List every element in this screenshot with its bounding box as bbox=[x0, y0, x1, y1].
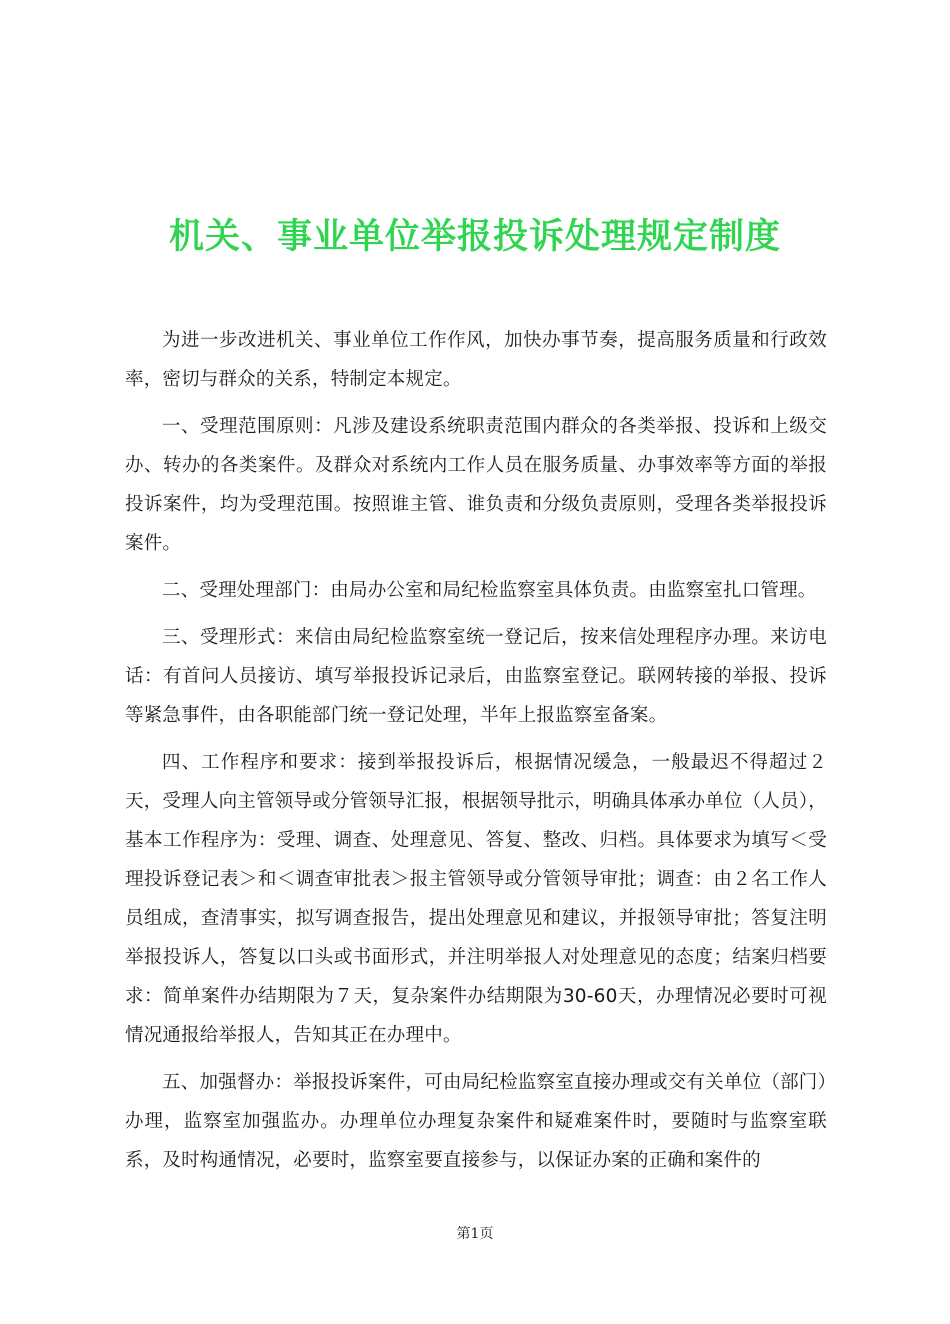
page-number: 第1页 bbox=[456, 1226, 494, 1242]
document-title: 机关、事业单位举报投诉处理规定制度 bbox=[168, 216, 781, 257]
paragraph-scope: 一、受理范围原则：凡涉及建设系统职责范围内群众的各类举报、投诉和上级交办、转办的各类案件。及群众对系统内工作人员在服务质量、办事效率等方面的举报投诉案件，均为受理范围。按照谁主管、谁负责和分级负责原则，受理各类举报投诉案件。 bbox=[125, 416, 827, 554]
paragraph-intro: 为进一步改进机关、事业单位工作作风，加快办事节奏，提高服务质量和行政效率，密切与群众的关系，特制定本规定。 bbox=[125, 330, 827, 390]
paragraph-supervision: 五、加强督办：举报投诉案件，可由局纪检监察室直接办理或交有关单位（部门）办理，监察室加强监办。办理单位办理复杂案件和疑难案件时，要随时与监察室联系，及时构通情况，必要时，监察室要直接参与，以保证办案的正确和案件的 bbox=[125, 1072, 827, 1171]
paragraph-form: 三、受理形式：来信由局纪检监察室统一登记后，按来信处理程序办理。来访电话：有首问人员接访、填写举报投诉记录后，由监察室登记。联网转接的举报、投诉等紧急事件，由各职能部门统一登记处理，半年上报监察室备案。 bbox=[125, 627, 827, 726]
paragraph-department: 二、受理处理部门：由局办公室和局纪检监察室具体负责。由监察室扎口管理。 bbox=[162, 580, 817, 601]
document-body bbox=[125, 321, 827, 1188]
paragraph-procedure: 四、工作程序和要求：接到举报投诉后，根据情况缓急，一般最迟不得超过２天，受理人向主管领导或分管领导汇报，根据领导批示，明确具体承办单位（人员），基本工作程序为：受理、调查、处理意见、答复、整改、归档。具体要求为填写＜受理投诉登记表＞和＜调查审批表＞报主管领导或分管领导审批；调查：由２名工作人员组成，查清事实，拟写调查报告，提出处理意见和建议，并报领导审批；答复注明举报投诉人，答复以口头或书面形式，并注明举报人对处理意见的态度；结案归档要求：简单案件办结期限为７天，复杂案件办结期限为30-60天，办理情况必要时可视情况通报给举报人，告知其正在办理中。 bbox=[125, 752, 827, 1046]
